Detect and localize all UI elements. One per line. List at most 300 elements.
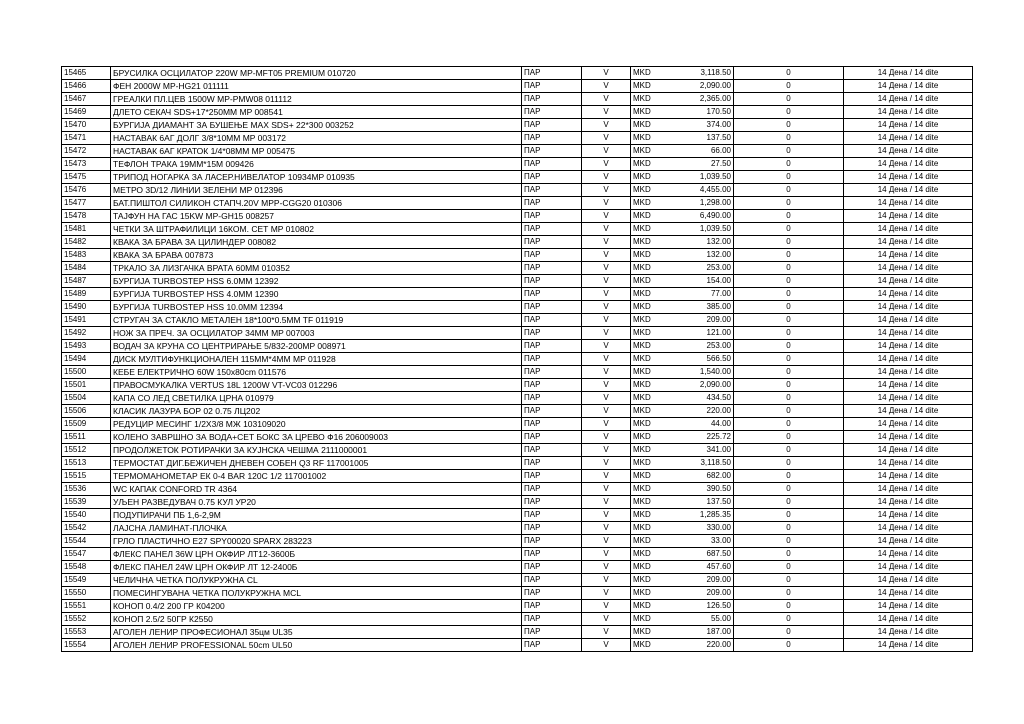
currency-cell: MKD [631,626,658,639]
price-cell: 170.50 [657,106,734,119]
item-name-cell: ТЕФЛОН ТРАКА 19ММ*15М 009426 [111,158,522,171]
table-row [62,457,973,470]
table-row [62,587,973,600]
delivery-term-cell: 14 Дена / 14 dite [844,431,973,444]
delivery-term-cell: 14 Дена / 14 dite [844,379,973,392]
currency-cell: MKD [631,158,658,171]
quantity-cell: 0 [734,210,844,223]
delivery-term-cell: 14 Дена / 14 dite [844,457,973,470]
currency-cell: MKD [631,418,658,431]
price-cell: 55.00 [657,613,734,626]
item-code-cell: 15467 [62,93,111,106]
price-cell: 209.00 [657,574,734,587]
delivery-term-cell: 14 Дена / 14 dite [844,106,973,119]
unit-cell: ПАР [522,288,582,301]
unit-cell: ПАР [522,327,582,340]
price-cell: 374.00 [657,119,734,132]
price-cell: 3,118.50 [657,457,734,470]
vat-cell: V [582,184,631,197]
price-cell: 154.00 [657,275,734,288]
delivery-term-cell: 14 Дена / 14 dite [844,366,973,379]
unit-cell: ПАР [522,249,582,262]
quantity-cell: 0 [734,275,844,288]
item-name-cell: БУРГИЈА ДИАМАНТ ЗА БУШЕЊЕ MAX SDS+ 22*300 003252 [111,119,522,132]
vat-cell: V [582,535,631,548]
item-name-cell: ГРЛО ПЛАСТИЧНО Е27 SPY00020 SPARX 283223 [111,535,522,548]
table-row [62,574,973,587]
vat-cell: V [582,275,631,288]
delivery-term-cell: 14 Дена / 14 dite [844,236,973,249]
delivery-term-cell: 14 Дена / 14 dite [844,210,973,223]
item-code-cell: 15484 [62,262,111,275]
table-row [62,119,973,132]
item-code-cell: 15492 [62,327,111,340]
quantity-cell: 0 [734,184,844,197]
currency-cell: MKD [631,184,658,197]
item-name-cell: ПРАВОСМУКАЛКА VERTUS 18L 1200W VT-VC03 012296 [111,379,522,392]
item-code-cell: 15483 [62,249,111,262]
unit-cell: ПАР [522,236,582,249]
currency-cell: MKD [631,132,658,145]
vat-cell: V [582,249,631,262]
price-cell: 330.00 [657,522,734,535]
table-row [62,405,973,418]
unit-cell: ПАР [522,301,582,314]
table-row [62,613,973,626]
unit-cell: ПАР [522,574,582,587]
quantity-cell: 0 [734,301,844,314]
table-row [62,353,973,366]
item-code-cell: 15487 [62,275,111,288]
price-cell: 33.00 [657,535,734,548]
table-row [62,496,973,509]
table-row [62,223,973,236]
item-code-cell: 15511 [62,431,111,444]
delivery-term-cell: 14 Дена / 14 dite [844,80,973,93]
item-name-cell: БУРГИЈА TURBOSTEP HSS 4.0MM 12390 [111,288,522,301]
item-name-cell: КОЛЕНО ЗАВРШНО ЗА ВОДА+СЕТ БОКС ЗА ЦРЕВО Ф16 206009003 [111,431,522,444]
currency-cell: MKD [631,574,658,587]
unit-cell: ПАР [522,626,582,639]
vat-cell: V [582,522,631,535]
item-code-cell: 15501 [62,379,111,392]
item-code-cell: 15482 [62,236,111,249]
price-cell: 390.50 [657,483,734,496]
unit-cell: ПАР [522,340,582,353]
item-name-cell: МЕТРО 3D/12 ЛИНИИ ЗЕЛЕНИ MP 012396 [111,184,522,197]
vat-cell: V [582,379,631,392]
delivery-term-cell: 14 Дена / 14 dite [844,483,973,496]
delivery-term-cell: 14 Дена / 14 dite [844,561,973,574]
delivery-term-cell: 14 Дена / 14 dite [844,262,973,275]
quantity-cell: 0 [734,470,844,483]
vat-cell: V [582,600,631,613]
currency-cell: MKD [631,314,658,327]
item-name-cell: ТРИПОД НОГАРКА ЗА ЛАСЕР.НИВЕЛАТОР 10934MP 010935 [111,171,522,184]
item-code-cell: 15500 [62,366,111,379]
quantity-cell: 0 [734,249,844,262]
item-name-cell: КОНОП 0.4/2 200 ГР К04200 [111,600,522,613]
table-row [62,275,973,288]
currency-cell: MKD [631,106,658,119]
delivery-term-cell: 14 Дена / 14 dite [844,145,973,158]
currency-cell: MKD [631,80,658,93]
vat-cell: V [582,587,631,600]
price-cell: 209.00 [657,314,734,327]
unit-cell: ПАР [522,184,582,197]
price-cell: 137.50 [657,132,734,145]
delivery-term-cell: 14 Дена / 14 dite [844,288,973,301]
delivery-term-cell: 14 Дена / 14 dite [844,119,973,132]
delivery-term-cell: 14 Дена / 14 dite [844,509,973,522]
item-code-cell: 15491 [62,314,111,327]
item-code-cell: 15477 [62,197,111,210]
unit-cell: ПАР [522,405,582,418]
table-row [62,366,973,379]
vat-cell: V [582,457,631,470]
delivery-term-cell: 14 Дена / 14 dite [844,600,973,613]
quantity-cell: 0 [734,561,844,574]
item-code-cell: 15469 [62,106,111,119]
item-name-cell: ТРКАЛО ЗА ЛИЗГАЧКА ВРАТА 60MM 010352 [111,262,522,275]
unit-cell: ПАР [522,639,582,652]
price-cell: 4,455.00 [657,184,734,197]
item-name-cell: ТЕРМОМАНОМЕТАР ЕК 0-4 BAR 120C 1/2 117001002 [111,470,522,483]
currency-cell: MKD [631,613,658,626]
item-name-cell: КВАКА ЗА БРАВА 007873 [111,249,522,262]
table-row [62,600,973,613]
quantity-cell: 0 [734,236,844,249]
price-cell: 220.00 [657,405,734,418]
item-code-cell: 15506 [62,405,111,418]
table-row [62,171,973,184]
vat-cell: V [582,574,631,587]
item-code-cell: 15553 [62,626,111,639]
currency-cell: MKD [631,431,658,444]
item-name-cell: WC КАПАК CONFORD TR 4364 [111,483,522,496]
currency-cell: MKD [631,392,658,405]
vat-cell: V [582,262,631,275]
item-code-cell: 15544 [62,535,111,548]
price-cell: 126.50 [657,600,734,613]
vat-cell: V [582,93,631,106]
price-cell: 225.72 [657,431,734,444]
unit-cell: ПАР [522,197,582,210]
unit-cell: ПАР [522,418,582,431]
delivery-term-cell: 14 Дена / 14 dite [844,392,973,405]
item-name-cell: ФЛЕКС ПАНЕЛ 24W ЦРН ОКФИР ЛТ 12-2400Б [111,561,522,574]
item-name-cell: ФЛЕКС ПАНЕЛ 36W ЦРН ОКФИР ЛТ12-3600Б [111,548,522,561]
quantity-cell: 0 [734,379,844,392]
delivery-term-cell: 14 Дена / 14 dite [844,249,973,262]
currency-cell: MKD [631,405,658,418]
unit-cell: ПАР [522,496,582,509]
item-code-cell: 15554 [62,639,111,652]
item-name-cell: КАПА СО ЛЕД СВЕТИЛКА ЦРНА 010979 [111,392,522,405]
item-code-cell: 15551 [62,600,111,613]
table-row [62,483,973,496]
vat-cell: V [582,392,631,405]
vat-cell: V [582,613,631,626]
quantity-cell: 0 [734,145,844,158]
item-code-cell: 15476 [62,184,111,197]
currency-cell: MKD [631,197,658,210]
vat-cell: V [582,145,631,158]
currency-cell: MKD [631,509,658,522]
table-row [62,418,973,431]
currency-cell: MKD [631,223,658,236]
item-code-cell: 15489 [62,288,111,301]
item-name-cell: ДЛЕТО СЕКАЧ SDS+17*250MM MP 008541 [111,106,522,119]
quantity-cell: 0 [734,548,844,561]
vat-cell: V [582,119,631,132]
currency-cell: MKD [631,522,658,535]
price-cell: 687.50 [657,548,734,561]
item-name-cell: ВОДАЧ ЗА КРУНА СО ЦЕНТРИРАЊЕ 5/832-200MP 008971 [111,340,522,353]
item-name-cell: БУРГИЈА TURBOSTEP HSS 10.0MM 12394 [111,301,522,314]
unit-cell: ПАР [522,145,582,158]
price-cell: 187.00 [657,626,734,639]
item-name-cell: ЧЕЛИЧНА ЧЕТКА ПОЛУКРУЖНА CL [111,574,522,587]
delivery-term-cell: 14 Дена / 14 dite [844,639,973,652]
vat-cell: V [582,197,631,210]
item-name-cell: ФЕН 2000W MP-HG21 011111 [111,80,522,93]
price-cell: 566.50 [657,353,734,366]
price-cell: 1,039.50 [657,223,734,236]
item-code-cell: 15475 [62,171,111,184]
table-row [62,210,973,223]
price-list-body [62,67,973,652]
table-row [62,93,973,106]
quantity-cell: 0 [734,483,844,496]
vat-cell: V [582,509,631,522]
table-row [62,626,973,639]
unit-cell: ПАР [522,444,582,457]
currency-cell: MKD [631,379,658,392]
price-cell: 1,285.35 [657,509,734,522]
unit-cell: ПАР [522,457,582,470]
currency-cell: MKD [631,600,658,613]
vat-cell: V [582,431,631,444]
item-name-cell: НАСТАВАК 6АГ КРАТОК 1/4*08MM MP 005475 [111,145,522,158]
item-code-cell: 15494 [62,353,111,366]
currency-cell: MKD [631,171,658,184]
delivery-term-cell: 14 Дена / 14 dite [844,418,973,431]
price-cell: 3,118.50 [657,67,734,80]
item-name-cell: УЉЕН РАЗВЕДУВАЧ 0.75 КУЛ УР20 [111,496,522,509]
item-name-cell: НАСТАВАК 6АГ ДОЛГ 3/8*10MM MP 003172 [111,132,522,145]
vat-cell: V [582,496,631,509]
table-row [62,314,973,327]
vat-cell: V [582,366,631,379]
quantity-cell: 0 [734,405,844,418]
currency-cell: MKD [631,444,658,457]
delivery-term-cell: 14 Дена / 14 dite [844,93,973,106]
delivery-term-cell: 14 Дена / 14 dite [844,613,973,626]
delivery-term-cell: 14 Дена / 14 dite [844,158,973,171]
price-cell: 253.00 [657,340,734,353]
delivery-term-cell: 14 Дена / 14 dite [844,314,973,327]
item-code-cell: 15540 [62,509,111,522]
table-row [62,262,973,275]
price-cell: 457.60 [657,561,734,574]
item-code-cell: 15471 [62,132,111,145]
unit-cell: ПАР [522,93,582,106]
unit-cell: ПАР [522,561,582,574]
vat-cell: V [582,314,631,327]
item-code-cell: 15550 [62,587,111,600]
item-code-cell: 15472 [62,145,111,158]
vat-cell: V [582,171,631,184]
currency-cell: MKD [631,262,658,275]
quantity-cell: 0 [734,457,844,470]
quantity-cell: 0 [734,171,844,184]
delivery-term-cell: 14 Дена / 14 dite [844,444,973,457]
item-code-cell: 15470 [62,119,111,132]
unit-cell: ПАР [522,509,582,522]
quantity-cell: 0 [734,67,844,80]
quantity-cell: 0 [734,639,844,652]
item-code-cell: 15466 [62,80,111,93]
vat-cell: V [582,639,631,652]
currency-cell: MKD [631,483,658,496]
item-code-cell: 15539 [62,496,111,509]
quantity-cell: 0 [734,340,844,353]
currency-cell: MKD [631,67,658,80]
currency-cell: MKD [631,93,658,106]
delivery-term-cell: 14 Дена / 14 dite [844,353,973,366]
item-name-cell: БАТ.ПИШТОЛ СИЛИКОН СТАПЧ.20V MPP-CGG20 010306 [111,197,522,210]
quantity-cell: 0 [734,158,844,171]
delivery-term-cell: 14 Дена / 14 dite [844,301,973,314]
table-row [62,288,973,301]
quantity-cell: 0 [734,496,844,509]
table-row [62,197,973,210]
delivery-term-cell: 14 Дена / 14 dite [844,184,973,197]
price-cell: 2,365.00 [657,93,734,106]
price-cell: 682.00 [657,470,734,483]
item-name-cell: ПОДУПИРАЧИ ПБ 1,6-2,9М [111,509,522,522]
item-name-cell: КОНОП 2.5/2 50ГР К2550 [111,613,522,626]
unit-cell: ПАР [522,522,582,535]
table-row [62,327,973,340]
price-cell: 121.00 [657,327,734,340]
quantity-cell: 0 [734,574,844,587]
table-row [62,509,973,522]
price-cell: 253.00 [657,262,734,275]
delivery-term-cell: 14 Дена / 14 dite [844,574,973,587]
vat-cell: V [582,561,631,574]
vat-cell: V [582,223,631,236]
item-code-cell: 15509 [62,418,111,431]
item-code-cell: 15536 [62,483,111,496]
table-row [62,392,973,405]
delivery-term-cell: 14 Дена / 14 dite [844,587,973,600]
price-cell: 27.50 [657,158,734,171]
unit-cell: ПАР [522,483,582,496]
quantity-cell: 0 [734,600,844,613]
item-name-cell: БРУСИЛКА ОСЦИЛАТОР 220W MP-MFT05 PREMIUM 010720 [111,67,522,80]
item-name-cell: АГОЛЕН ЛЕНИР ПРОФЕСИОНАЛ 35цм UL35 [111,626,522,639]
price-cell: 132.00 [657,249,734,262]
unit-cell: ПАР [522,210,582,223]
currency-cell: MKD [631,210,658,223]
item-name-cell: НОЖ ЗА ПРЕЧ. ЗА ОСЦИЛАТОР 34MM MP 007003 [111,327,522,340]
quantity-cell: 0 [734,626,844,639]
vat-cell: V [582,626,631,639]
table-row [62,522,973,535]
quantity-cell: 0 [734,119,844,132]
unit-cell: ПАР [522,353,582,366]
quantity-cell: 0 [734,522,844,535]
currency-cell: MKD [631,535,658,548]
item-name-cell: БУРГИЈА TURBOSTEP HSS 6.0MM 12392 [111,275,522,288]
vat-cell: V [582,106,631,119]
unit-cell: ПАР [522,535,582,548]
table-row [62,249,973,262]
table-row [62,106,973,119]
currency-cell: MKD [631,639,658,652]
vat-cell: V [582,80,631,93]
item-code-cell: 15493 [62,340,111,353]
vat-cell: V [582,548,631,561]
vat-cell: V [582,405,631,418]
item-code-cell: 15465 [62,67,111,80]
currency-cell: MKD [631,366,658,379]
currency-cell: MKD [631,587,658,600]
price-cell: 341.00 [657,444,734,457]
item-name-cell: КВАКА ЗА БРАВА ЗА ЦИЛИНДЕР 008082 [111,236,522,249]
currency-cell: MKD [631,496,658,509]
unit-cell: ПАР [522,262,582,275]
item-name-cell: ТЕРМОСТАТ ДИГ.БЕЖИЧЕН ДНЕВЕН СОБЕН Q3 RF 117001005 [111,457,522,470]
quantity-cell: 0 [734,327,844,340]
unit-cell: ПАР [522,119,582,132]
delivery-term-cell: 14 Дена / 14 dite [844,535,973,548]
currency-cell: MKD [631,327,658,340]
quantity-cell: 0 [734,587,844,600]
price-cell: 385.00 [657,301,734,314]
item-name-cell: КЛАСИК ЛАЗУРА БОР 02 0.75 ЛЦ202 [111,405,522,418]
item-name-cell: ЧЕТКИ ЗА ШТРАФИЛИЦИ 16КОМ. СЕТ MP 010802 [111,223,522,236]
unit-cell: ПАР [522,275,582,288]
currency-cell: MKD [631,275,658,288]
currency-cell: MKD [631,301,658,314]
quantity-cell: 0 [734,535,844,548]
price-cell: 2,090.00 [657,80,734,93]
delivery-term-cell: 14 Дена / 14 dite [844,171,973,184]
currency-cell: MKD [631,288,658,301]
quantity-cell: 0 [734,353,844,366]
table-row [62,470,973,483]
table-row [62,444,973,457]
delivery-term-cell: 14 Дена / 14 dite [844,522,973,535]
vat-cell: V [582,444,631,457]
unit-cell: ПАР [522,379,582,392]
table-row [62,535,973,548]
unit-cell: ПАР [522,548,582,561]
table-row [62,379,973,392]
item-name-cell: ЛАЈСНА ЛАМИНАТ-ПЛОЧКА [111,522,522,535]
item-name-cell: РЕДУЦИР МЕСИНГ 1/2Х3/8 МЖ 103109020 [111,418,522,431]
delivery-term-cell: 14 Дена / 14 dite [844,67,973,80]
quantity-cell: 0 [734,509,844,522]
delivery-term-cell: 14 Дена / 14 dite [844,405,973,418]
currency-cell: MKD [631,340,658,353]
quantity-cell: 0 [734,197,844,210]
price-cell: 66.00 [657,145,734,158]
currency-cell: MKD [631,145,658,158]
